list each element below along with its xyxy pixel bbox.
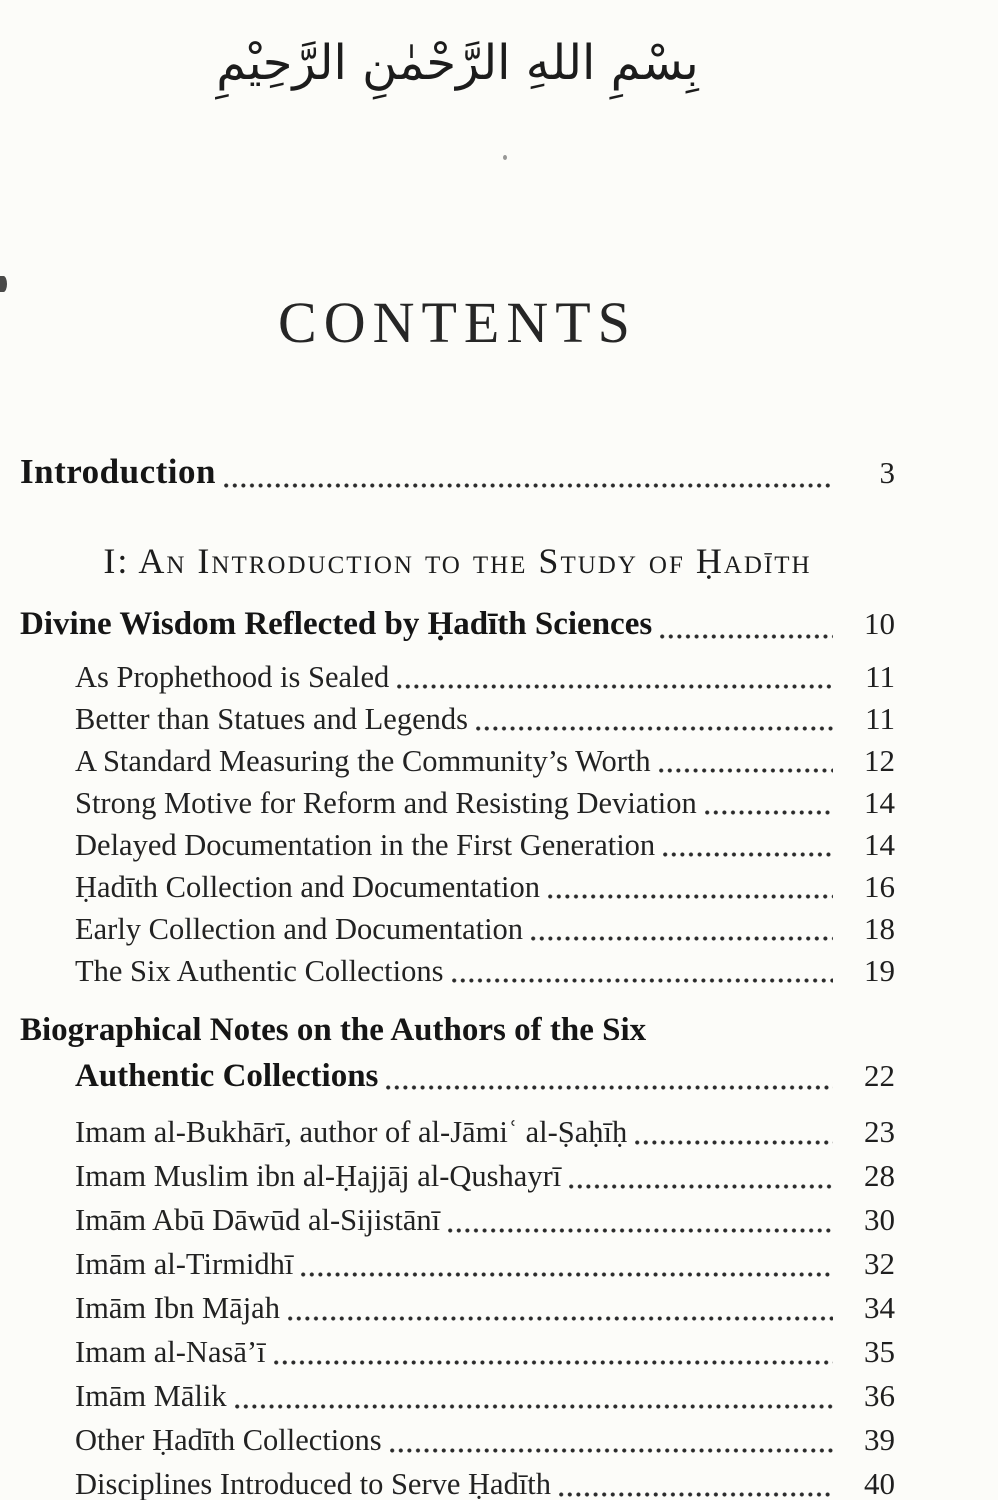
toc-entry-introduction: [20, 448, 895, 497]
toc-entry: [20, 740, 895, 782]
toc-entry-label: Imam Muslim ibn al-Ḥajjāj al-Qushayrī: [75, 1158, 562, 1193]
toc-entry-label: Introduction: [20, 451, 216, 491]
toc-entry-label: The Six Authentic Collections: [75, 953, 444, 988]
dot-leader: [448, 1228, 833, 1233]
dot-leader: [635, 1140, 833, 1145]
section-heading-biographical-line2: [20, 1053, 895, 1099]
dot-leader: [660, 634, 833, 639]
toc-entry-page: 10: [864, 605, 895, 641]
dot-leader: [390, 1448, 833, 1453]
toc-entry-label: Imām Mālik: [75, 1378, 227, 1413]
toc-entry-page: 40: [864, 1465, 895, 1500]
dot-leader: [301, 1272, 833, 1277]
toc-entry-page: 18: [864, 910, 895, 946]
toc-entry: [20, 1418, 895, 1462]
toc-entry: [20, 656, 895, 698]
section-heading-label: Divine Wisdom Reflected by Ḥadīth Sciences: [20, 605, 653, 642]
toc-entry-page: 28: [864, 1157, 895, 1193]
toc-entry-page: 14: [864, 784, 895, 820]
page-content: [20, 0, 895, 1500]
toc-entry-page: 11: [865, 700, 895, 736]
toc-entry: [20, 1110, 895, 1154]
dot-leader: [274, 1360, 833, 1365]
toc-entry-label: Better than Statues and Legends: [75, 701, 469, 736]
dot-leader: [397, 684, 833, 689]
toc-entry: [20, 1198, 895, 1242]
toc-entry: [20, 1286, 895, 1330]
toc-entry: [20, 1154, 895, 1198]
section-heading-label: Authentic Collections: [75, 1057, 379, 1094]
toc-entry-page: 12: [864, 742, 895, 778]
dot-leader: [548, 894, 833, 899]
page-title: CONTENTS: [278, 290, 637, 356]
toc-entry-page: 22: [864, 1057, 895, 1093]
dot-leader: [659, 768, 833, 773]
toc-entry-page: 14: [864, 826, 895, 862]
dot-leader: [476, 726, 833, 731]
toc-entry-page: 34: [864, 1289, 895, 1325]
toc-entry-label: Other Ḥadīth Collections: [75, 1422, 382, 1457]
toc-entry: [20, 1330, 895, 1374]
toc-entry: [20, 1462, 895, 1500]
toc-entry: [20, 866, 895, 908]
dot-leader: [663, 852, 833, 857]
toc-entry-label: Ḥadīth Collection and Documentation: [75, 869, 541, 904]
bismillah-calligraphy: بِسْمِ اللهِ الرَّحْمٰنِ الرَّحِيْمِ: [216, 35, 699, 91]
dot-leader: [569, 1184, 833, 1189]
dot-leader: [531, 936, 833, 941]
toc-entry: [20, 1374, 895, 1418]
toc-entry-label: Imam al-Bukhārī, author of al-Jāmiʿ al-Ṣaḥīḥ: [75, 1114, 628, 1149]
dot-leader: [705, 810, 833, 815]
dot-leader: [452, 978, 833, 983]
dot-leader: [559, 1492, 833, 1497]
toc-entry: [20, 782, 895, 824]
section-heading-biographical-line1: Biographical Notes on the Authors of the Six: [20, 1011, 647, 1048]
toc-entry-label: Imām Ibn Mājah: [75, 1290, 280, 1325]
toc-entry-page: 11: [865, 658, 895, 694]
dot-leader: [288, 1316, 833, 1321]
toc-entry-label: Imām Abū Dāwūd al-Sijistānī: [75, 1202, 441, 1237]
toc-entry-label: Delayed Documentation in the First Generation: [75, 827, 656, 862]
part-heading: I: An Introduction to the Study of Ḥadīth: [103, 540, 812, 581]
toc-entry-page: 36: [864, 1377, 895, 1413]
toc-entry-page: 30: [864, 1201, 895, 1237]
toc-entry-label: Imam al-Nasā’ī: [75, 1334, 266, 1369]
toc-entry-page: 35: [864, 1333, 895, 1369]
toc-entry-page: 39: [864, 1421, 895, 1457]
toc-entry-page: 16: [864, 868, 895, 904]
toc-entry-label: As Prophethood is Sealed: [75, 659, 390, 694]
toc-entry-page: 19: [864, 952, 895, 988]
toc-entry: [20, 908, 895, 950]
section2-entries: [20, 1110, 895, 1500]
toc-entry: [20, 698, 895, 740]
dot-leader: [235, 1404, 833, 1409]
toc-entry: [20, 950, 895, 992]
toc-entry-label: Early Collection and Documentation: [75, 911, 524, 946]
section-heading-divine-wisdom: [20, 600, 895, 648]
toc-entry-label: A Standard Measuring the Community’s Worth: [75, 743, 651, 778]
toc-entry-label: Imām al-Tirmidhī: [75, 1246, 294, 1281]
section1-entries: [20, 656, 895, 992]
scan-artifact-edge-mark: [0, 276, 7, 292]
toc-entry-page: 3: [879, 454, 895, 490]
toc-entry-page: 32: [864, 1245, 895, 1281]
toc-entry-page: 23: [864, 1113, 895, 1149]
toc-entry-label: Disciplines Introduced to Serve Ḥadīth: [75, 1466, 552, 1500]
toc-entry-label: Strong Motive for Reform and Resisting Deviation: [75, 785, 697, 820]
dot-leader: [386, 1085, 833, 1090]
toc-entry: [20, 824, 895, 866]
toc-entry: [20, 1242, 895, 1286]
dot-leader: [224, 483, 833, 488]
